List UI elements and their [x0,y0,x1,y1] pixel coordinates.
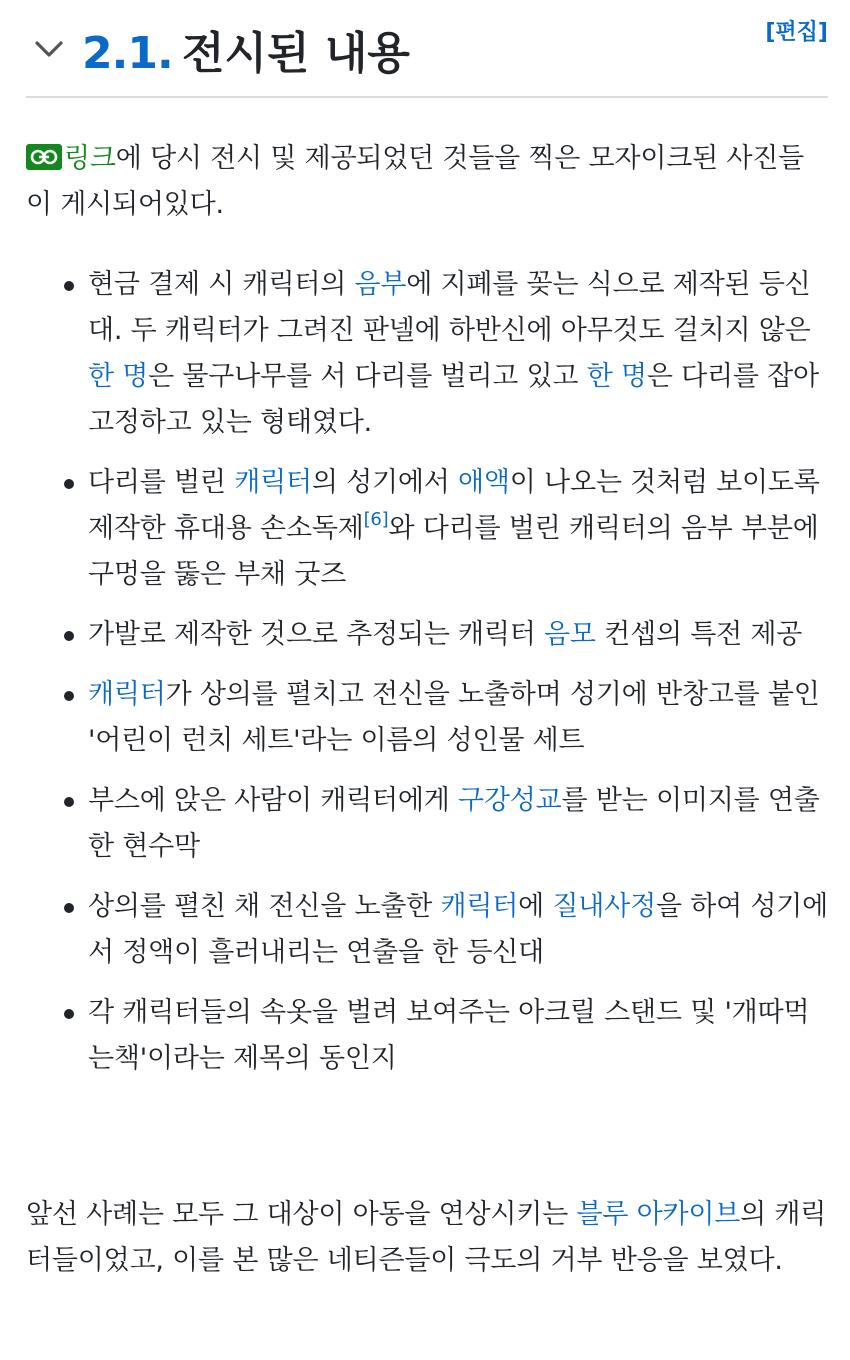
list-item: 현금 결제 시 캐릭터의 음부에 지폐를 꽂는 식으로 제작된 등신대. 두 캐릭터가 그려진 판넬에 하반신에 아무것도 걸치지 않은 한 명은 물구나무를 서 다리를 벌리고 있고 한 명은 다리를 잡아 고정하고 있는 형태였다. [26,262,828,446]
wiki-link[interactable]: 한 명 [586,361,647,392]
wiki-link[interactable]: 캐릭터 [440,891,519,922]
external-link-icon[interactable] [26,144,62,170]
wiki-link[interactable]: 블루 아카이브 [576,1199,741,1230]
wiki-link[interactable]: 캐릭터 [88,679,166,710]
heading-divider [26,96,828,98]
bullet-icon [64,479,74,489]
intro-paragraph [26,136,828,228]
wiki-link[interactable]: 구강성교 [458,785,562,816]
bullet-icon [64,281,74,291]
list-item: 상의를 펼친 채 전신을 노출한 캐릭터에 질내사정을 하여 성기에서 정액이 흘러내리는 연출을 한 등신대 [26,884,828,976]
edit-link[interactable]: [편집] [765,20,828,45]
intro-external-link[interactable]: 링크 [64,143,116,174]
wiki-link[interactable]: 질내사정 [552,891,656,922]
list-item: 부스에 앉은 사람이 캐릭터에게 구강성교를 받는 이미지를 연출한 현수막 [26,778,828,870]
bullet-icon [64,691,74,701]
bullet-icon [64,903,74,913]
wiki-link[interactable]: 음모 [544,619,596,650]
footnote-link[interactable]: [6] [363,509,389,530]
wiki-link[interactable]: 음부 [354,269,407,300]
bullet-icon [64,631,74,641]
intro-text: 에 당시 전시 및 제공되었던 것들을 찍은 모자이크된 사진들이 게시되어있다. [26,143,804,220]
wiki-link[interactable]: 한 명 [88,361,149,392]
list-item: 가발로 제작한 것으로 추정되는 캐릭터 음모 컨셉의 특전 제공 [26,612,828,658]
outro-paragraph: 앞선 사례는 모두 그 대상이 아동을 연상시키는 블루 아카이브의 캐릭터들이었고, 이를 본 많은 네티즌들이 극도의 거부 반응을 보였다. [26,1199,827,1276]
chevron-down-icon[interactable] [32,34,66,64]
bullet-icon [64,1009,74,1019]
list-item: 각 캐릭터들의 속옷을 벌려 보여주는 아크릴 스탠드 및 '개따먹는책'이라는 제목의 동인지 [26,990,828,1082]
wiki-link[interactable]: 애액 [458,467,510,498]
section-heading [26,14,828,94]
exhibit-list [26,262,828,1096]
section-title: 전시된 내용 [182,28,410,79]
section-number: 2.1. [82,28,173,79]
bullet-icon [64,797,74,807]
list-item: 캐릭터가 상의를 펼치고 전신을 노출하며 성기에 반창고를 붙인 '어린이 런치 세트'라는 이름의 성인물 세트 [26,672,828,764]
list-item: 다리를 벌린 캐릭터의 성기에서 애액이 나오는 것처럼 보이도록 제작한 휴대용 손소독제[6]와 다리를 벌린 캐릭터의 음부 부분에 구멍을 뚫은 부채 굿즈 [26,460,828,598]
wiki-link[interactable]: 캐릭터 [234,467,312,498]
